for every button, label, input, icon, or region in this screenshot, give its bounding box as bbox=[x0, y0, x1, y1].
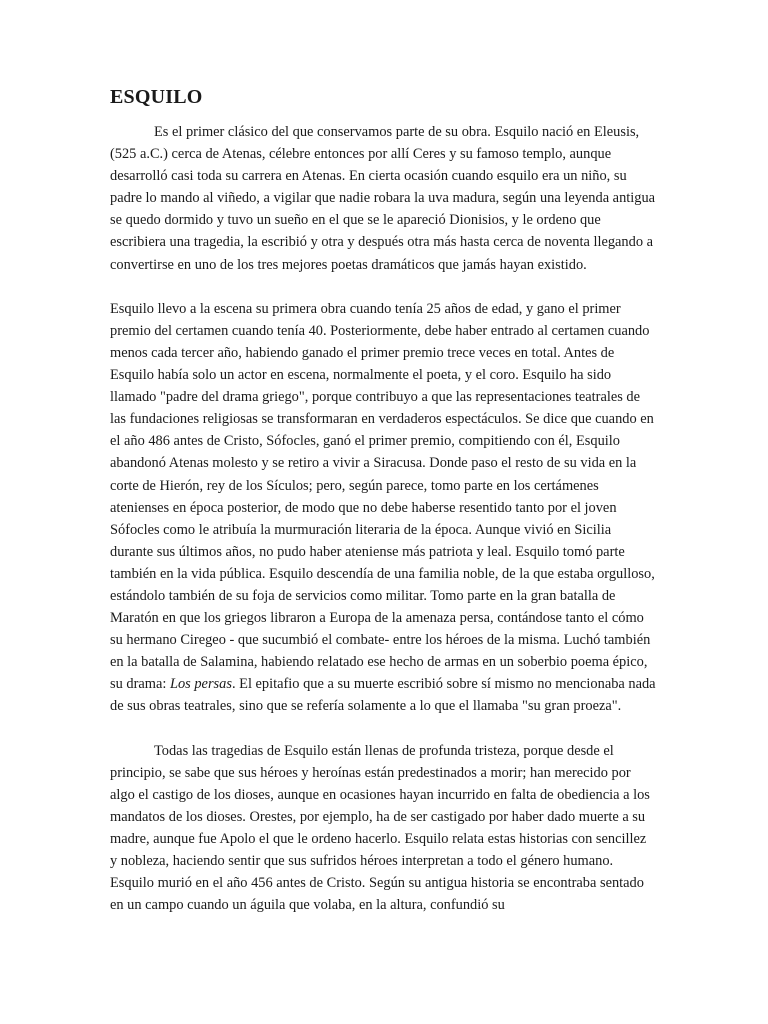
paragraph-2 bbox=[110, 298, 656, 718]
paragraph-2-ending: . El epitafio que a su muerte escribió sobre sí mismo no mencionaba nada de sus obras teatrales, sino que se refería solamente a lo que el llamaba "su gran proeza". bbox=[110, 676, 656, 715]
paragraph-1: Es el primer clásico del que conservamos parte de su obra. Esquilo nació en Eleusis, (525 a.C.) cerca de Atenas, célebre entonces por allí Ceres y su famoso templo, aunque desarrolló casi toda su carrera en Atenas. En cierta ocasión cuando esquilo era un niño, su padre lo mando al viñedo, a vigilar que nadie robara la uva madura, según una leyenda antigua se quedo dormido y tuvo un sueño en el que se le apareció Dionisios, y le ordeno que escribiera una tragedia, la escribió y otra y después otra más hasta cerca de noventa llegando a convertirse en uno de los tres mejores poetas dramáticos que jamás hayan existido. bbox=[110, 124, 656, 273]
paragraph-3: Todas las tragedias de Esquilo están llenas de profunda tristeza, porque desde el principio, se sabe que sus héroes y heroínas están predestinados a morir; han merecido por algo el castigo de los dioses, aunque en ocasiones hayan incurrido en falta de obediencia a los mandatos de los dioses. Orestes, por ejemplo, ha de ser castigado por haber dado muerte a su madre, aunque fue Apolo el que le ordeno hacerlo. Esquilo relata estas historias con sencillez y nobleza, haciendo sentir que sus sufridos héroes interpretan a todo el género humano. Esquilo murió en el año 456 antes de Cristo. Según su antigua historia se encontraba sentado en un campo cuando un águila que volaba, en la altura, confundió su bbox=[110, 742, 650, 914]
document-body bbox=[110, 121, 656, 916]
work-title-los-persas: Los persas bbox=[169, 676, 232, 693]
page-title: ESQUILO bbox=[110, 86, 203, 108]
paragraph-2-text: Esquilo llevo a la escena su primera obra cuando tenía 25 años de edad, y gano el primer premio del certamen cuando tenía 40. Posteriormente, debe haber entrado al certamen cuando menos cada tercer año, habiendo ganado el primer premio trece veces en total. Antes de Esquilo había solo un actor en escena, normalmente el poeta, y el coro. Esquilo ha sido llamado "padre del drama griego", porque contribuyo a que las representaciones teatrales de las fundaciones religiosas se transformaran en verdaderos espectáculos. Se dice que cuando en el año 486 antes de Cristo, Sófocles, ganó el primer premio, compitiendo con él, Esquilo abandonó Atenas molesto y se retiro a vivir a Siracusa. Donde paso el resto de su vida en la corte de Hierón, rey de los Sículos; pero, según parece, tomo parte en los certámenes atenienses en época posterior, de modo que no debe haberse resentido tanto por el joven Sófocles como le atribuía la murmuración literaria de la época. Aunque vivió en Sicilia durante sus últimos años, no pudo haber ateniense más patriota y leal. Esquilo tomó parte también en la vida pública. Esquilo descendía de una familia noble, de la que estaba orgulloso, estándolo también de su foja de servicios como militar. Tomo parte en la gran batalla de Maratón en que los griegos libraron a Europa de la amenaza persa, contándose tanto el cómo su hermano Ciregeo - que sucumbió el combate- entre los héroes de la misma. Luchó también en la batalla de Salamina, habiendo relatado ese hecho de armas en un soberbio poema épico, su drama bbox=[110, 300, 655, 693]
paragraph-2-colon: : bbox=[162, 676, 167, 693]
